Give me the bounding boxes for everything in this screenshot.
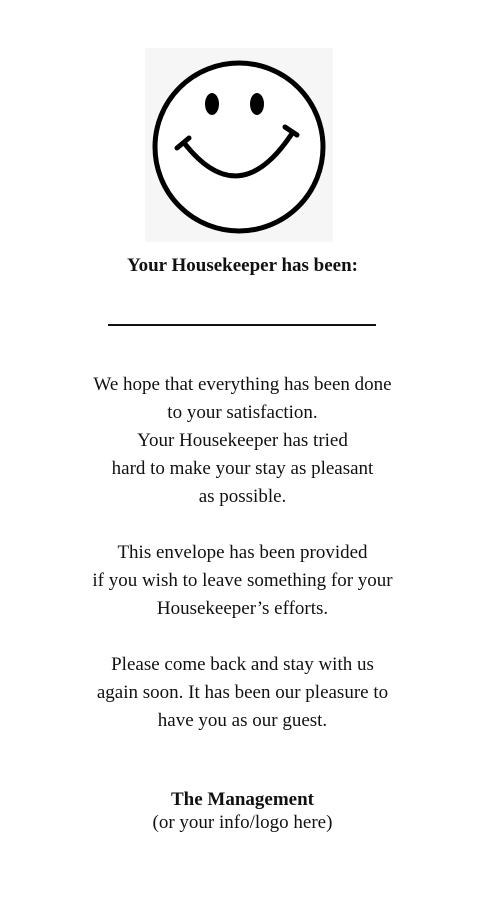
management-title: The Management — [170, 789, 314, 810]
paragraph-line: have you as our guest. — [157, 710, 328, 731]
paragraph-line: to your satisfaction. — [167, 402, 318, 423]
paragraph-line: if you wish to leave something for your — [92, 570, 393, 591]
paragraph-line: This envelope has been provided — [117, 542, 368, 563]
paragraph-line: Your Housekeeper has tried — [137, 430, 348, 451]
paragraph-line: hard to make your stay as pleasant — [111, 458, 374, 479]
come-back-paragraph — [0, 651, 485, 735]
paragraph-line: Please come back and stay with us — [111, 654, 374, 675]
paragraph-line: as possible. — [198, 486, 287, 507]
envelope-paragraph — [0, 539, 485, 623]
paragraph-line: Housekeeper’s efforts. — [156, 598, 329, 619]
signoff — [0, 788, 485, 834]
satisfaction-paragraph — [0, 371, 485, 511]
smiley-face-icon — [145, 48, 333, 242]
paragraph-line: again soon. It has been our pleasure to — [96, 682, 389, 703]
housekeeper-heading: Your Housekeeper has been: — [126, 255, 358, 276]
housekeeper-name-line — [108, 324, 376, 326]
paragraph-line: We hope that everything has been done — [93, 374, 392, 395]
logo-placeholder-text: (or your info/logo here) — [152, 812, 333, 833]
